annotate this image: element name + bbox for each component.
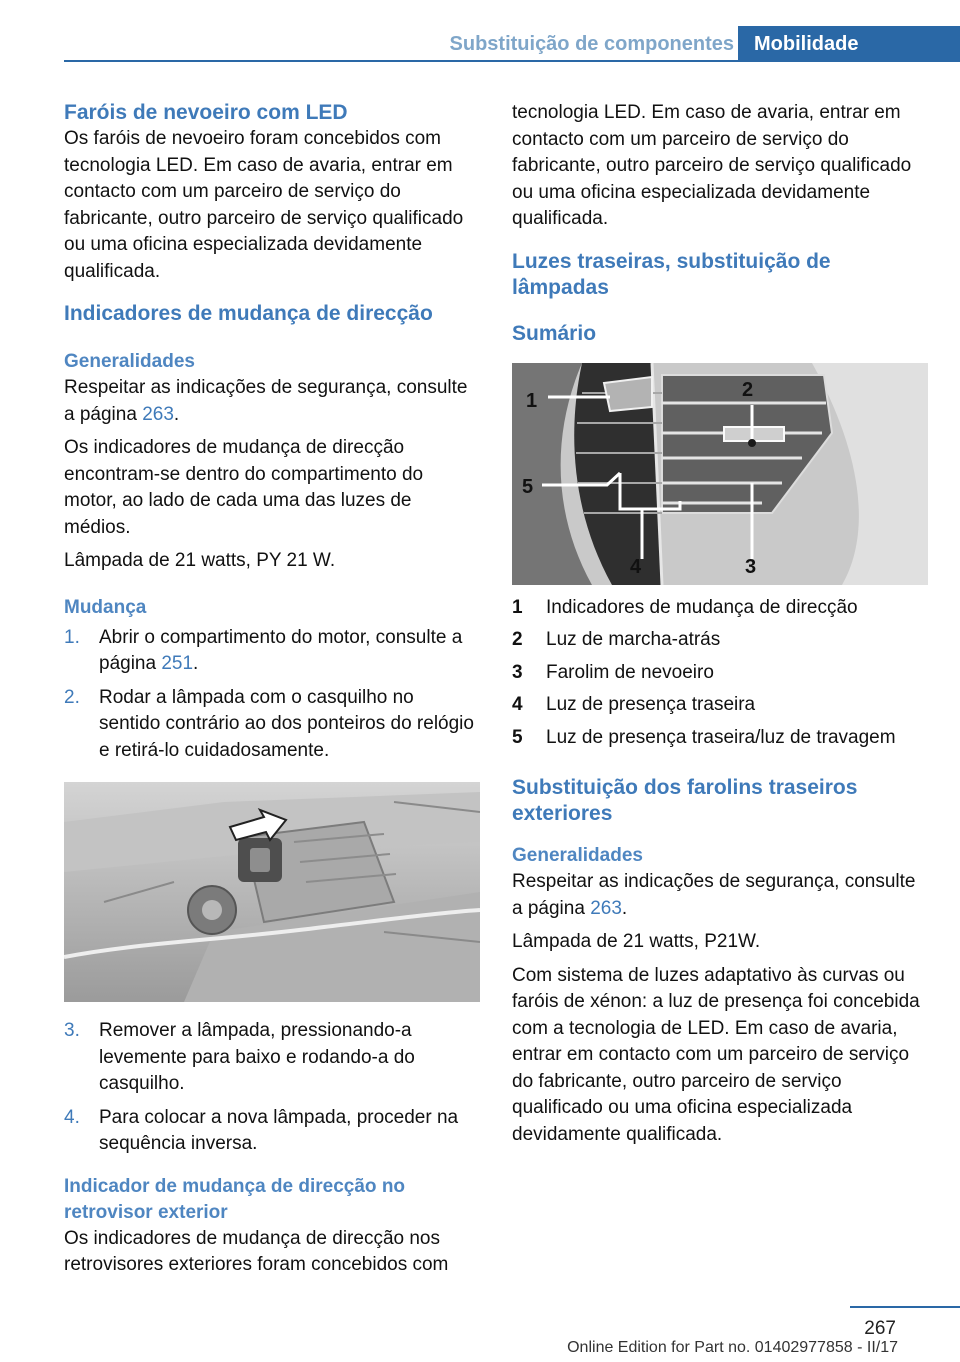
outer-safety-text (512, 869, 928, 922)
step3-text: Remover a lâmpada, pressionando-a levemente para baixo e rodando-a do casquilho. (99, 1020, 415, 1094)
legend-number: 1 (512, 596, 523, 618)
fog-led-text: Os faróis de nevoeiro foram concebidos com tecnologia LED. Em caso de avaria, entrar em contacto com um parceiro de serviço do fabricante, outro parceiro de serviço qualificado ou uma oficina especializada devidamente qualificada. (64, 128, 464, 282)
page-link-263[interactable]: 263 (142, 403, 174, 425)
header-divider (64, 60, 960, 62)
figure-label: 3 (745, 555, 757, 578)
page-number: 267 (864, 1318, 896, 1339)
legend-item (512, 627, 928, 660)
legend-label: Luz de presença traseira/luz de travagem (546, 726, 896, 748)
step4-text: Para colocar a nova lâmpada, proceder na sequência inversa. (99, 1106, 459, 1154)
indicators-heading: Indicadores de mudança de direcção (64, 302, 433, 325)
edition-note: Online Edition for Part no. 01402977858 - II/17 (567, 1339, 898, 1356)
parts-legend (512, 595, 928, 758)
adaptive-lights-text: Com sistema de luzes adaptativo às curvas ou faróis de xénon: a luz de presença foi concebida com a tecnologia de LED. Em caso de avaria, entrar em contacto com um parceiro de serviço do fabricante, outro parceiro de serviço qualificado ou uma oficina especializada devidamente qualificada. (512, 964, 920, 1145)
legend-label: Luz de marcha-atrás (546, 629, 721, 650)
safety-text-suffix: . (173, 403, 180, 425)
step-number: 1. (64, 626, 80, 648)
safety-text-prefix: Respeitar as indicações de segurança, consulte a página (512, 871, 916, 919)
safety-text-suffix: . (621, 897, 628, 919)
step-number: 4. (64, 1106, 80, 1128)
step-item (64, 625, 480, 678)
figure-label: 1 (526, 389, 538, 412)
step-number: 3. (64, 1020, 80, 1041)
page-link-251[interactable]: 251 (161, 653, 194, 674)
step1-suffix: . (193, 653, 199, 674)
legend-number: 5 (512, 726, 523, 748)
rear-lights-heading: Luzes traseiras, substituição de lâmpadas (512, 249, 831, 299)
mirror-indicator-text: Os indicadores de mudança de direcção nos retrovisores exteriores foram concebidos com (64, 1227, 449, 1275)
legend-item (512, 595, 928, 628)
tail-light-diagram (512, 363, 928, 585)
step1-prefix: Abrir o compartimento do motor, consulte a página (99, 626, 463, 674)
step2-text: Rodar a lâmpada com o casquilho no sentido contrário ao dos ponteiros do relógio e retirá-lo cuidadosamente. (99, 686, 474, 761)
mirror-indicator-heading: Indicador de mudança de direcção no retrovisor exterior (64, 1175, 406, 1223)
legend-label: Indicadores de mudança de direcção (546, 596, 858, 618)
indicators-location-text: Os indicadores de mudança de direcção encontram-se dentro do compartimento do motor, ao lado de cada uma das luzes de médios. (64, 437, 424, 538)
breadcrumb[interactable]: Substituição de componentes (449, 33, 734, 55)
figure-label: 5 (522, 475, 534, 498)
continuation-text: tecnologia LED. Em caso de avaria, entrar em contacto com um parceiro de serviço do fabricante, outro parceiro de serviço qualificado ou uma oficina especializada devidamente qualificada. (512, 102, 912, 229)
change-heading: Mudança (64, 596, 147, 618)
indicators-general-heading: Generalidades (64, 351, 195, 372)
step-number: 2. (64, 686, 80, 708)
outer-bulb-text: Lâmpada de 21 watts, P21W. (512, 931, 761, 952)
page-link-263[interactable]: 263 (590, 897, 622, 919)
step-item (64, 1018, 480, 1098)
footer-divider (850, 1306, 960, 1308)
section-tab[interactable]: Mobilidade (738, 26, 960, 60)
engine-bay-photo (64, 782, 480, 1002)
indicators-safety-text (64, 375, 480, 428)
right-column (512, 100, 928, 1155)
legend-item (512, 692, 928, 725)
legend-item (512, 660, 928, 693)
figure-label: 4 (630, 555, 642, 578)
change-steps-list (64, 625, 480, 765)
legend-number: 4 (512, 694, 523, 715)
legend-number: 2 (512, 629, 523, 650)
legend-label: Luz de presença traseira (546, 694, 756, 715)
summary-heading: Sumário (512, 321, 597, 345)
step-item (64, 1105, 480, 1158)
indicators-bulb-text: Lâmpada de 21 watts, PY 21 W. (64, 550, 336, 571)
outer-tail-lights-heading: Substituição dos farolins traseiros exteriores (512, 776, 858, 825)
fog-led-heading: Faróis de nevoeiro com LED (64, 101, 348, 124)
figure-label: 2 (742, 378, 754, 401)
legend-number: 3 (512, 661, 523, 683)
outer-general-heading: Generalidades (512, 845, 643, 866)
legend-item (512, 725, 928, 758)
step-item (64, 685, 480, 765)
safety-text-prefix: Respeitar as indicações de segurança, consulte a página (64, 377, 468, 425)
change-steps-list-continued (64, 1018, 480, 1158)
legend-label: Farolim de nevoeiro (546, 661, 714, 683)
left-column (64, 100, 480, 1286)
